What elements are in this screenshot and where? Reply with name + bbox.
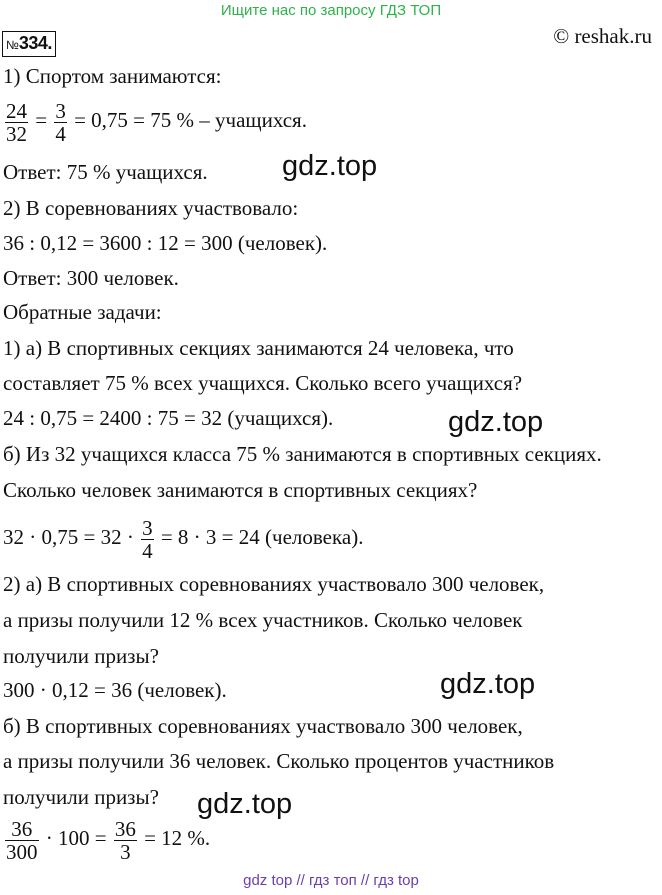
watermark: gdz.top <box>282 150 378 182</box>
equation-line <box>3 815 210 863</box>
text-line: б) В спортивных соревнованиях участвовало 300 человек, <box>3 714 523 738</box>
text-line: 24 : 0,75 = 2400 : 75 = 32 (учащихся). <box>3 406 334 430</box>
search-banner: Ищите нас по запросу ГДЗ ТОП <box>220 2 442 19</box>
equation-tail: = 8 · 3 = 24 (человека). <box>160 525 364 549</box>
equation-tail: = 0,75 = 75 % – учащихся. <box>74 108 307 132</box>
numerator: 36 <box>114 816 136 841</box>
text-line: 1) а) В спортивных секциях занимаются 24 человека, что <box>3 336 514 360</box>
denominator: 4 <box>142 538 153 563</box>
text-line: 300 · 0,12 = 36 (человек). <box>3 678 227 702</box>
numerator: 24 <box>6 98 27 123</box>
fraction <box>141 517 154 562</box>
watermark: gdz.top <box>197 788 293 820</box>
watermark: gdz.top <box>440 668 536 700</box>
equation-tail: = 12 %. <box>144 826 211 850</box>
text-line: 36 : 0,12 = 3600 : 12 = 300 (человек). <box>3 231 328 255</box>
text-line: 2) В соревнованиях участвовало: <box>3 196 299 220</box>
fraction <box>114 818 137 863</box>
copyright-text: © reshak.ru <box>553 24 652 48</box>
equation-middle: · 100 = <box>45 826 107 850</box>
problem-number-badge <box>2 31 56 57</box>
footer-links: gdz top // гдз топ // гдз top <box>243 872 419 889</box>
text-line: б) Из 32 учащихся класса 75 % занимаются в спортивных секциях. <box>3 442 602 466</box>
text-line: Ответ: 75 % учащихся. <box>3 160 208 184</box>
denominator: 3 <box>120 839 131 864</box>
text-line: получили призы? <box>3 644 159 668</box>
text-line: Ответ: 300 человек. <box>3 266 179 290</box>
number-sign: № <box>6 38 19 52</box>
denominator: 4 <box>55 121 66 146</box>
equation-line <box>3 97 307 145</box>
text-line: а призы получили 36 человек. Сколько процентов участников <box>3 749 555 773</box>
equals-sign: = <box>35 108 48 132</box>
fraction <box>5 100 28 145</box>
equation-head: 32 · 0,75 = 32 · <box>3 525 134 549</box>
problem-number: 334. <box>18 33 52 53</box>
numerator: 3 <box>55 98 66 123</box>
denominator: 300 <box>6 839 38 864</box>
equation-line <box>3 514 363 562</box>
text-line: 1) Спортом занимаются: <box>3 64 222 88</box>
denominator: 32 <box>6 121 27 146</box>
text-line: получили призы? <box>3 785 159 809</box>
numerator: 3 <box>142 515 153 540</box>
text-line: а призы получили 12 % всех участников. Сколько человек <box>3 608 523 632</box>
fraction <box>54 100 67 145</box>
text-line: Сколько человек занимаются в спортивных секциях? <box>3 478 478 502</box>
text-line: 2) а) В спортивных соревнованиях участвовало 300 человек, <box>3 572 545 596</box>
fraction <box>5 818 39 863</box>
watermark: gdz.top <box>448 406 544 438</box>
numerator: 36 <box>5 818 39 841</box>
text-line: составляет 75 % всех учащихся. Сколько всего учащихся? <box>3 371 523 395</box>
text-line: Обратные задачи: <box>3 300 162 324</box>
